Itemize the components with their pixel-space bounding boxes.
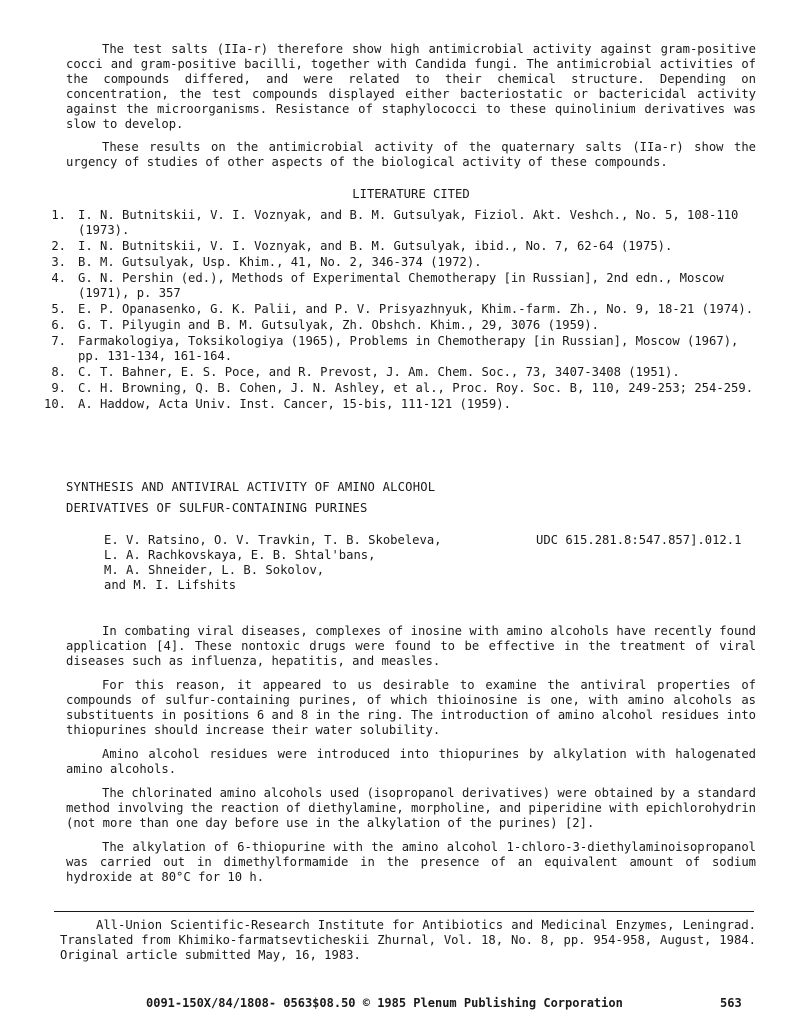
page-footer (146, 996, 746, 1011)
footnote-text: All-Union Scientific-Research Institute for Antibiotics and Medicinal Enzymes, Leningrad. Translated from Khimiko-farmatsevticheskii Zhurnal, Vol. 18, No. 8, pp. 954-958, August, 1984. Original article submitted May, 16, 1983. (60, 918, 756, 962)
reference-item: 8. C. T. Bahner, E. S. Poce, and R. Prevost, J. Am. Chem. Soc., 73, 3407-3408 (1951). (51, 365, 680, 379)
footnote-divider (54, 911, 754, 912)
body-paragraph-4: The chlorinated amino alcohols used (isopropanol derivatives) were obtained by a standard method involving the reaction of diethylamine, morpholine, and piperidine with epichlorohydrin (not more than one day before use in the alkylation of the purines) [2]. (66, 786, 756, 830)
page-number: 563 (720, 996, 742, 1010)
previous-article-conclusion (66, 42, 756, 170)
body-paragraph-1: In combating viral diseases, complexes of inosine with amino alcohols have recently found application [4]. These nontoxic drugs were found to be effective in the treatment of viral diseases such as influenza, hepatitis, and measles. (66, 624, 756, 668)
article-title (66, 480, 756, 516)
reference-list (40, 208, 756, 413)
intro-paragraph-1: The test salts (IIa-r) therefore show high antimicrobial activity against gram-positive cocci and gram-positive bacilli, together with Candida fungi. The antimicrobial activities of the compounds differed, and were related to their chemical structure. Depending on concentration, the test compounds displayed either bacteriostatic or bactericidal activity against the microorganisms. Resistance of staphylococci to these quinolinium derivatives was slow to develop. (66, 42, 756, 131)
intro-paragraph-2: These results on the antimicrobial activity of the quaternary salts (IIa-r) show the urgency of studies of other aspects of the biological activity of these compounds. (66, 140, 756, 169)
reference-item: 5. E. P. Opanasenko, G. K. Palii, and P. V. Prisyazhnyuk, Khim.-farm. Zh., No. 9, 18-21 (1974). (51, 302, 754, 316)
body-paragraph-2: For this reason, it appeared to us desirable to examine the antiviral properties of compounds of sulfur-containing purines, of which thioinosine is one, with amino alcohols as substituents in positions 6 and 8 in the ring. The introduction of amino alcohol residues into thiopurines should increase their water solubility. (66, 678, 756, 737)
reference-item: 6. G. T. Pilyugin and B. M. Gutsulyak, Zh. Obshch. Khim., 29, 3076 (1959). (51, 318, 599, 332)
article-title-line-1: SYNTHESIS AND ANTIVIRAL ACTIVITY OF AMINO ALCOHOL (66, 480, 436, 494)
article-title-line-2: DERIVATIVES OF SULFUR-CONTAINING PURINES (66, 501, 368, 515)
reference-item: 2. I. N. Butnitskii, V. I. Voznyak, and B. M. Gutsulyak, ibid., No. 7, 62-64 (1975). (51, 239, 673, 253)
body-paragraph-3: Amino alcohol residues were introduced into thiopurines by alkylation with halogenated amino alcohols. (66, 747, 756, 776)
reference-item: 1. I. N. Butnitskii, V. I. Voznyak, and B. M. Gutsulyak, Fiziol. Akt. Veshch., No. 5, 108-110 (1973). (51, 208, 739, 237)
reference-item: 4. G. N. Pershin (ed.), Methods of Experimental Chemotherapy [in Russian], 2nd edn., Moscow (1971), p. 357 (51, 271, 724, 300)
literature-heading: LITERATURE CITED (352, 187, 470, 201)
body-paragraph-5: The alkylation of 6-thiopurine with the amino alcohol 1-chloro-3-diethylaminoisopropanol was carried out in dimethylformamide in the presence of an equivalent amount of sodium hydroxide at 80°C for 10 h. (66, 840, 756, 884)
reference-item: 3. B. M. Gutsulyak, Usp. Khim., 41, No. 2, 346-374 (1972). (51, 255, 482, 269)
udc-code: UDC 615.281.8:547.857].012.1 (536, 533, 742, 547)
reference-item: 7. Farmakologiya, Toksikologiya (1965), Problems in Chemotherapy [in Russian], Moscow (1967), pp. 131-134, 161-164. (51, 334, 739, 363)
author-line: and M. I. Lifshits (104, 578, 237, 592)
author-list (104, 533, 484, 593)
author-line: L. A. Rachkovskaya, E. B. Shtal'bans, (104, 548, 376, 562)
copyright-line: 0091-150X/84/1808- 0563$08.50 © 1985 Plenum Publishing Corporation (146, 996, 623, 1010)
article-body (66, 624, 756, 885)
reference-item: 9. C. H. Browning, Q. B. Cohen, J. N. Ashley, et al., Proc. Roy. Soc. B, 110, 249-253; 254-259. (51, 381, 754, 395)
author-line: M. A. Shneider, L. B. Sokolov, (104, 563, 325, 577)
footnote (60, 918, 756, 963)
author-line: E. V. Ratsino, O. V. Travkin, T. B. Skobeleva, (104, 533, 442, 547)
reference-item: 10. A. Haddow, Acta Univ. Inst. Cancer, 15-bis, 111-121 (1959). (43, 397, 511, 411)
